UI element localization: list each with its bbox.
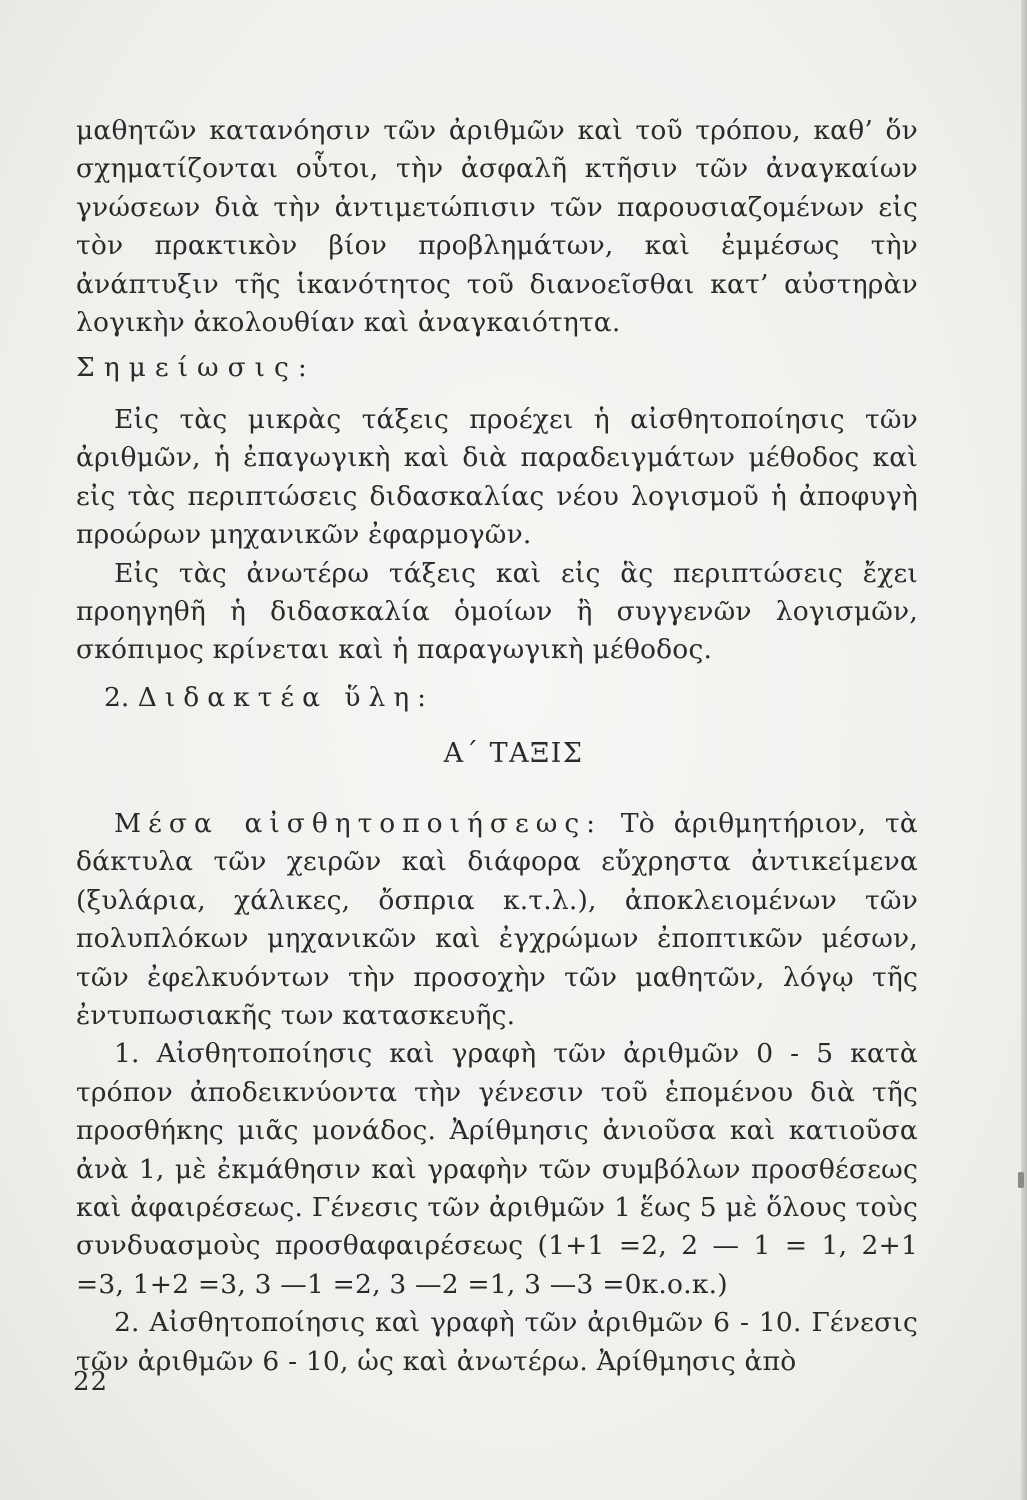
page-edge-mark [1018, 1172, 1024, 1188]
note-paragraph: Εἰς τὰς ἀνωτέρω τάξεις καὶ εἰς ἃς περιπτώσεις ἔχει προηγηθῆ ἡ διδασκαλία ὁμοίων ἢ συγγενῶν λογισμῶν, σκόπιμος κρίνεται καὶ ἡ παραγωγικὴ μέθοδος. [76, 557, 918, 666]
means-text: Τὸ ἀριθμητήριον, τὰ δάκτυλα τῶν χειρῶν καὶ διάφορα εὔχρηστα ἀντικείμενα (ξυλάρια, χάλικες, ὄσπρια κ.τ.λ.), ἀποκλειομένων τῶν πολυπλόκων μηχανικῶν καὶ ἐγχρώμων ἐποπτικῶν μέσων, τῶν ἐφελκυόντων τὴν προσοχὴν τῶν μαθητῶν, λόγῳ τῆς ἐντυπωσιακῆς των κατασκευῆς. [76, 808, 918, 1032]
list-item: 1. Αἰσθητοποίησις καὶ γραφὴ τῶν ἀριθμῶν 0 - 5 κατὰ τρόπον ἀποδεικνύοντα τὴν γένεσιν τοῦ ἑπομένου διὰ τῆς προσθήκης μιᾶς μονάδος. Ἀρίθμησις ἀνιοῦσα καὶ κατιοῦσα ἀνὰ 1, μὲ ἐκμάθησιν καὶ γραφὴν τῶν συμβόλων προσθέσεως καὶ ἀφαιρέσεως. Γένεσις τῶν ἀριθμῶν 1 ἕως 5 μὲ ὅλους τοὺς συνδυασμοὺς προσθαφαιρέσεως (1+1 =2, 2 — 1 = 1, 2+1 =3, 1+2 =3, 3 —1 =2, 3 —2 =1, 3 —3 =0κ.ο.κ.) [76, 1038, 918, 1300]
intro-paragraph-block [76, 112, 918, 342]
section-title: Διδακτέα ὕλη: [137, 682, 435, 713]
note-paragraph: Εἰς τὰς μικρὰς τάξεις προέχει ἡ αἰσθητοποίησις τῶν ἀριθμῶν, ἡ ἐπαγωγικὴ καὶ διὰ παραδειγμάτων μέθοδος καὶ εἰς τὰς περιπτώσεις διδασκαλίας νέου λογισμοῦ ἡ ἀποφυγὴ προώρων μηχανικῶν ἐφαρμογῶν. [76, 404, 918, 551]
page-number: 22 [73, 1367, 109, 1397]
intro-paragraph: μαθητῶν κατανόησιν τῶν ἀριθμῶν καὶ τοῦ τρόπου, καθ’ ὅν σχηματίζονται οὗτοι, τὴν ἀσφαλῆ κτῆσιν τῶν ἀναγκαίων γνώσεων διὰ τὴν ἀντιμετώπισιν τῶν παρουσιαζομένων εἰς τὸν πρακτικὸν βίον προβλημάτων, καὶ ἐμμέσως τὴν ἀνάπτυξιν τῆς ἱκανότητος τοῦ διανοεῖσθαι κατ’ αὐστηρὰν λογικὴν ἀκολουθίαν καὶ ἀναγκαιότητα. [76, 115, 918, 339]
list-item: 2. Αἰσθητοποίησις καὶ γραφὴ τῶν ἀριθμῶν 6 - 10. Γένεσις τῶν ἀριθμῶν 6 - 10, ὡς καὶ ἀνωτέρω. Ἀρίθμησις ἀπὸ [76, 1307, 918, 1377]
note-heading: Σημείωσις: [76, 352, 316, 383]
means-paragraph [76, 805, 918, 1035]
page-edge-shadow [1021, 0, 1027, 1500]
section-number: 2. [104, 682, 130, 713]
class-title: Α΄ ΤΑΞΙΣ [443, 738, 584, 769]
note-paragraphs [76, 401, 918, 670]
means-heading: Μέσα αἰσθητοποιήσεως: [114, 808, 603, 839]
section-heading [104, 679, 434, 717]
class-a-content [76, 805, 918, 1381]
